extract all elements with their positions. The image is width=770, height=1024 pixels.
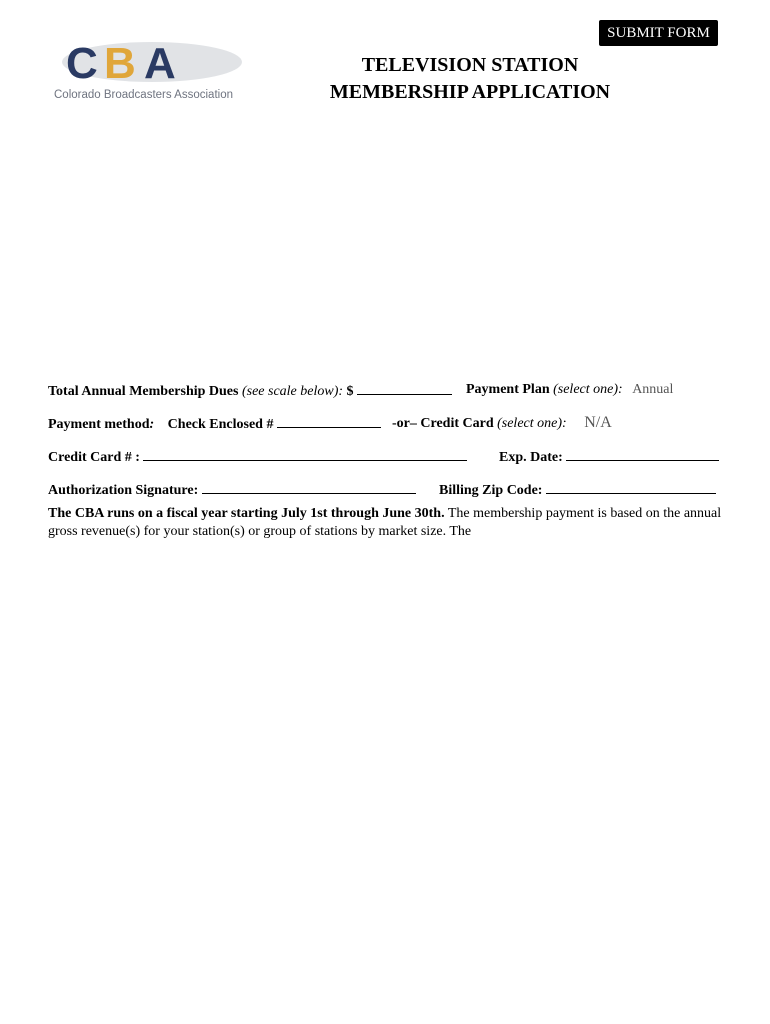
signature-label: Authorization Signature: — [48, 483, 199, 498]
plan-hint: (select one): — [553, 382, 623, 397]
card-hint: (select one): — [497, 416, 567, 431]
card-number-row — [48, 446, 467, 466]
credit-card-type-select[interactable]: N/A — [584, 414, 612, 431]
exp-date-field[interactable] — [566, 446, 719, 461]
credit-card-type-row — [392, 413, 612, 433]
billing-zip-field[interactable] — [546, 479, 716, 494]
zip-label: Billing Zip Code: — [439, 483, 543, 498]
fiscal-year-text: The membership payment is based on the annual gross revenue(s) for your station(s) or group of stations by market size. The — [48, 506, 722, 539]
title-line-2: MEMBERSHIP APPLICATION — [329, 81, 611, 103]
dues-row — [48, 380, 452, 400]
method-row — [48, 413, 381, 433]
card-number-label: Credit Card # : — [48, 450, 140, 465]
or-credit-card-label: -or– Credit Card — [392, 416, 494, 431]
dues-label: Total Annual Membership Dues — [48, 384, 239, 399]
exp-label: Exp. Date: — [499, 450, 563, 465]
payment-plan-select[interactable]: Annual — [632, 382, 674, 397]
plan-row — [466, 380, 673, 400]
dues-amount-field[interactable] — [357, 380, 452, 395]
signature-field[interactable] — [202, 479, 416, 494]
card-number-field[interactable] — [143, 446, 467, 461]
check-label: Check Enclosed # — [167, 417, 274, 432]
svg-text:C: C — [66, 39, 95, 88]
method-label: Payment method — [48, 417, 150, 432]
svg-text:A: A — [144, 39, 173, 88]
dues-currency: $ — [346, 384, 354, 399]
zip-row — [439, 479, 716, 499]
signature-row — [48, 479, 416, 499]
cba-logo — [52, 38, 242, 104]
check-number-field[interactable] — [277, 413, 381, 428]
svg-text:B: B — [104, 39, 133, 88]
title-line-1: TELEVISION STATION — [361, 54, 579, 76]
svg-text:Colorado Broadcasters Associat: Colorado Broadcasters Association — [54, 89, 233, 101]
dues-hint: (see scale below): — [241, 384, 344, 399]
method-colon: : — [149, 417, 155, 432]
plan-label: Payment Plan — [466, 382, 550, 397]
fiscal-year-paragraph — [48, 505, 748, 541]
exp-row — [499, 446, 719, 466]
submit-form-button[interactable]: SUBMIT FORM — [599, 20, 718, 46]
page-title — [300, 52, 640, 106]
fiscal-year-bold: The CBA runs on a fiscal year starting July 1st through June 30th. — [48, 506, 445, 521]
